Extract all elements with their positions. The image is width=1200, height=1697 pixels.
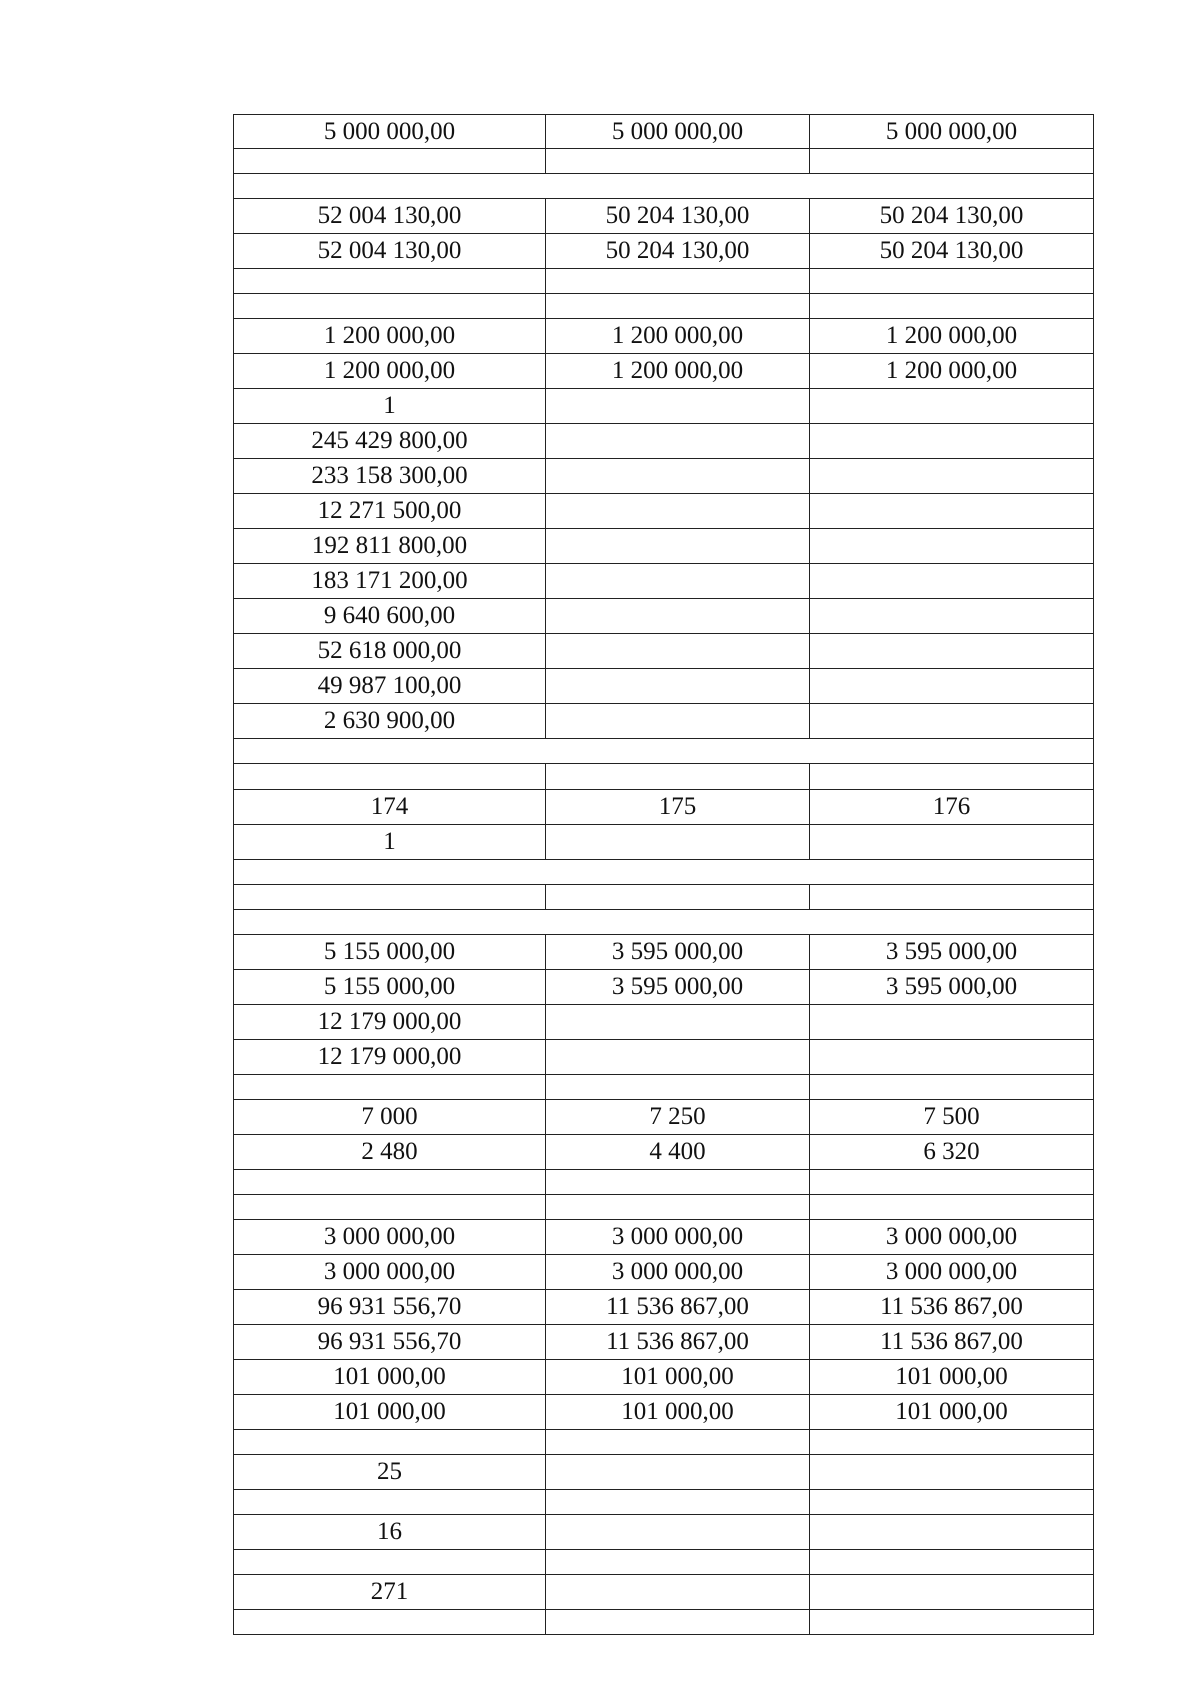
table-row: [234, 354, 1094, 389]
table-row: [234, 1135, 1094, 1170]
table-cell: [810, 669, 1094, 704]
table-row: [234, 1005, 1094, 1040]
table-cell: [546, 149, 810, 174]
table-cell: [810, 1455, 1094, 1490]
table-cell: 9 640 600,00: [234, 599, 546, 634]
table-cell: [810, 149, 1094, 174]
table-cell: [234, 1170, 546, 1195]
table-cell: [810, 389, 1094, 424]
table-cell: [546, 1455, 810, 1490]
table-cell: [810, 1075, 1094, 1100]
table-cell: [546, 459, 810, 494]
table-cell: [234, 739, 1094, 764]
table-cell: [234, 269, 546, 294]
table-cell: [234, 1490, 546, 1515]
table-cell: [546, 1515, 810, 1550]
table-row: [234, 1610, 1094, 1635]
table-cell: [810, 634, 1094, 669]
table-cell: [810, 294, 1094, 319]
table-row: [234, 294, 1094, 319]
table-cell: 101 000,00: [546, 1395, 810, 1430]
table-cell: [810, 1430, 1094, 1455]
table-row: [234, 1395, 1094, 1430]
table-cell: 5 155 000,00: [234, 970, 546, 1005]
table-row: [234, 115, 1094, 149]
table-cell: [546, 424, 810, 459]
table-row: [234, 1075, 1094, 1100]
table-cell: [810, 1550, 1094, 1575]
table-row: [234, 494, 1094, 529]
table-cell: 1: [234, 389, 546, 424]
table-cell: [234, 1430, 546, 1455]
table-row: [234, 1325, 1094, 1360]
table-cell: [810, 1490, 1094, 1515]
table-cell: [546, 1610, 810, 1635]
table-cell: [810, 1515, 1094, 1550]
table-row: [234, 174, 1094, 199]
values-table-body: [234, 115, 1094, 1635]
table-cell: 12 179 000,00: [234, 1005, 546, 1040]
table-cell: [546, 1170, 810, 1195]
table-cell: 1 200 000,00: [810, 354, 1094, 389]
table-cell: [546, 294, 810, 319]
table-cell: 3 595 000,00: [810, 970, 1094, 1005]
table-cell: 96 931 556,70: [234, 1325, 546, 1360]
table-row: [234, 1550, 1094, 1575]
table-cell: [810, 885, 1094, 910]
table-cell: [810, 424, 1094, 459]
table-cell: [546, 1575, 810, 1610]
table-row: [234, 1575, 1094, 1610]
table-row: [234, 234, 1094, 269]
table-cell: 11 536 867,00: [546, 1325, 810, 1360]
table-cell: [810, 1040, 1094, 1075]
table-cell: [546, 1490, 810, 1515]
table-cell: 25: [234, 1455, 546, 1490]
table-cell: [546, 825, 810, 860]
table-cell: [546, 669, 810, 704]
table-cell: 5 000 000,00: [234, 115, 546, 149]
table-cell: [546, 764, 810, 790]
table-cell: 101 000,00: [546, 1360, 810, 1395]
table-cell: [810, 825, 1094, 860]
table-cell: 50 204 130,00: [810, 199, 1094, 234]
table-cell: 49 987 100,00: [234, 669, 546, 704]
table-cell: 101 000,00: [810, 1395, 1094, 1430]
table-cell: [234, 149, 546, 174]
table-cell: [546, 1075, 810, 1100]
table-cell: [234, 885, 546, 910]
table-cell: [234, 1195, 546, 1220]
table-row: [234, 199, 1094, 234]
table-row: [234, 704, 1094, 739]
table-cell: [546, 1430, 810, 1455]
table-cell: [234, 1610, 546, 1635]
table-cell: 11 536 867,00: [810, 1325, 1094, 1360]
table-cell: 7 500: [810, 1100, 1094, 1135]
table-cell: 4 400: [546, 1135, 810, 1170]
table-row: [234, 669, 1094, 704]
table-row: [234, 1220, 1094, 1255]
table-row: [234, 825, 1094, 860]
table-cell: [810, 564, 1094, 599]
table-cell: 1 200 000,00: [546, 354, 810, 389]
table-cell: [234, 910, 1094, 935]
table-cell: [810, 494, 1094, 529]
table-row: [234, 529, 1094, 564]
table-cell: [546, 389, 810, 424]
table-cell: [546, 269, 810, 294]
table-cell: 1: [234, 825, 546, 860]
table-cell: 5 000 000,00: [810, 115, 1094, 149]
table-cell: 50 204 130,00: [546, 234, 810, 269]
table-cell: 3 000 000,00: [234, 1220, 546, 1255]
table-cell: [234, 1550, 546, 1575]
table-cell: [546, 599, 810, 634]
table-cell: 5 155 000,00: [234, 935, 546, 970]
values-table: [233, 114, 1094, 1635]
table-cell: [546, 494, 810, 529]
table-cell: [810, 599, 1094, 634]
table-cell: 3 000 000,00: [810, 1255, 1094, 1290]
table-cell: 50 204 130,00: [810, 234, 1094, 269]
table-row: [234, 1040, 1094, 1075]
table-cell: 2 630 900,00: [234, 704, 546, 739]
table-cell: 233 158 300,00: [234, 459, 546, 494]
table-row: [234, 1290, 1094, 1325]
table-cell: [810, 704, 1094, 739]
table-cell: 96 931 556,70: [234, 1290, 546, 1325]
table-cell: [810, 1170, 1094, 1195]
table-cell: 2 480: [234, 1135, 546, 1170]
table-cell: 52 004 130,00: [234, 199, 546, 234]
table-row: [234, 860, 1094, 885]
table-cell: [810, 1610, 1094, 1635]
table-cell: [810, 1195, 1094, 1220]
table-cell: 3 595 000,00: [810, 935, 1094, 970]
table-cell: [546, 634, 810, 669]
table-cell: [234, 174, 1094, 199]
table-row: [234, 885, 1094, 910]
table-row: [234, 910, 1094, 935]
table-cell: 12 179 000,00: [234, 1040, 546, 1075]
table-row: [234, 1455, 1094, 1490]
table-row: [234, 1360, 1094, 1395]
table-cell: 6 320: [810, 1135, 1094, 1170]
table-cell: 3 000 000,00: [546, 1220, 810, 1255]
table-cell: 3 595 000,00: [546, 935, 810, 970]
table-row: [234, 970, 1094, 1005]
table-cell: [234, 764, 546, 790]
table-row: [234, 1170, 1094, 1195]
table-cell: 12 271 500,00: [234, 494, 546, 529]
table-row: [234, 1195, 1094, 1220]
table-row: [234, 1430, 1094, 1455]
table-cell: 50 204 130,00: [546, 199, 810, 234]
table-cell: [546, 1005, 810, 1040]
table-cell: 7 250: [546, 1100, 810, 1135]
table-row: [234, 1490, 1094, 1515]
table-cell: 16: [234, 1515, 546, 1550]
table-cell: [810, 529, 1094, 564]
table-row: [234, 764, 1094, 790]
table-cell: [546, 704, 810, 739]
table-row: [234, 269, 1094, 294]
table-row: [234, 599, 1094, 634]
table-row: [234, 739, 1094, 764]
table-cell: 1 200 000,00: [546, 319, 810, 354]
table-cell: 183 171 200,00: [234, 564, 546, 599]
table-cell: [546, 1040, 810, 1075]
table-row: [234, 149, 1094, 174]
table-row: [234, 319, 1094, 354]
table-cell: 245 429 800,00: [234, 424, 546, 459]
table-cell: [810, 1575, 1094, 1610]
table-cell: 3 000 000,00: [546, 1255, 810, 1290]
table-cell: [234, 1075, 546, 1100]
table-cell: [810, 459, 1094, 494]
table-cell: 11 536 867,00: [546, 1290, 810, 1325]
table-cell: 174: [234, 790, 546, 825]
table-cell: [234, 294, 546, 319]
table-cell: [810, 1005, 1094, 1040]
table-row: [234, 459, 1094, 494]
table-cell: 7 000: [234, 1100, 546, 1135]
table-row: [234, 1100, 1094, 1135]
table-cell: 11 536 867,00: [810, 1290, 1094, 1325]
table-cell: 52 618 000,00: [234, 634, 546, 669]
table-row: [234, 1255, 1094, 1290]
table-cell: 1 200 000,00: [234, 319, 546, 354]
table-row: [234, 790, 1094, 825]
table-cell: 1 200 000,00: [810, 319, 1094, 354]
table-cell: [810, 764, 1094, 790]
table-cell: 175: [546, 790, 810, 825]
table-cell: [546, 564, 810, 599]
table-cell: [234, 860, 1094, 885]
table-cell: 101 000,00: [234, 1395, 546, 1430]
table-cell: [810, 269, 1094, 294]
table-cell: 3 595 000,00: [546, 970, 810, 1005]
table-row: [234, 389, 1094, 424]
table-cell: 3 000 000,00: [234, 1255, 546, 1290]
table-cell: [546, 885, 810, 910]
table-cell: [546, 1195, 810, 1220]
table-cell: 1 200 000,00: [234, 354, 546, 389]
table-cell: [546, 529, 810, 564]
table-cell: [546, 1550, 810, 1575]
table-cell: 192 811 800,00: [234, 529, 546, 564]
table-row: [234, 424, 1094, 459]
table-cell: 101 000,00: [810, 1360, 1094, 1395]
table-cell: 3 000 000,00: [810, 1220, 1094, 1255]
table-cell: 101 000,00: [234, 1360, 546, 1395]
table-cell: 52 004 130,00: [234, 234, 546, 269]
table-cell: 271: [234, 1575, 546, 1610]
table-cell: 176: [810, 790, 1094, 825]
table-row: [234, 1515, 1094, 1550]
table-row: [234, 564, 1094, 599]
table-cell: 5 000 000,00: [546, 115, 810, 149]
table-row: [234, 634, 1094, 669]
table-row: [234, 935, 1094, 970]
